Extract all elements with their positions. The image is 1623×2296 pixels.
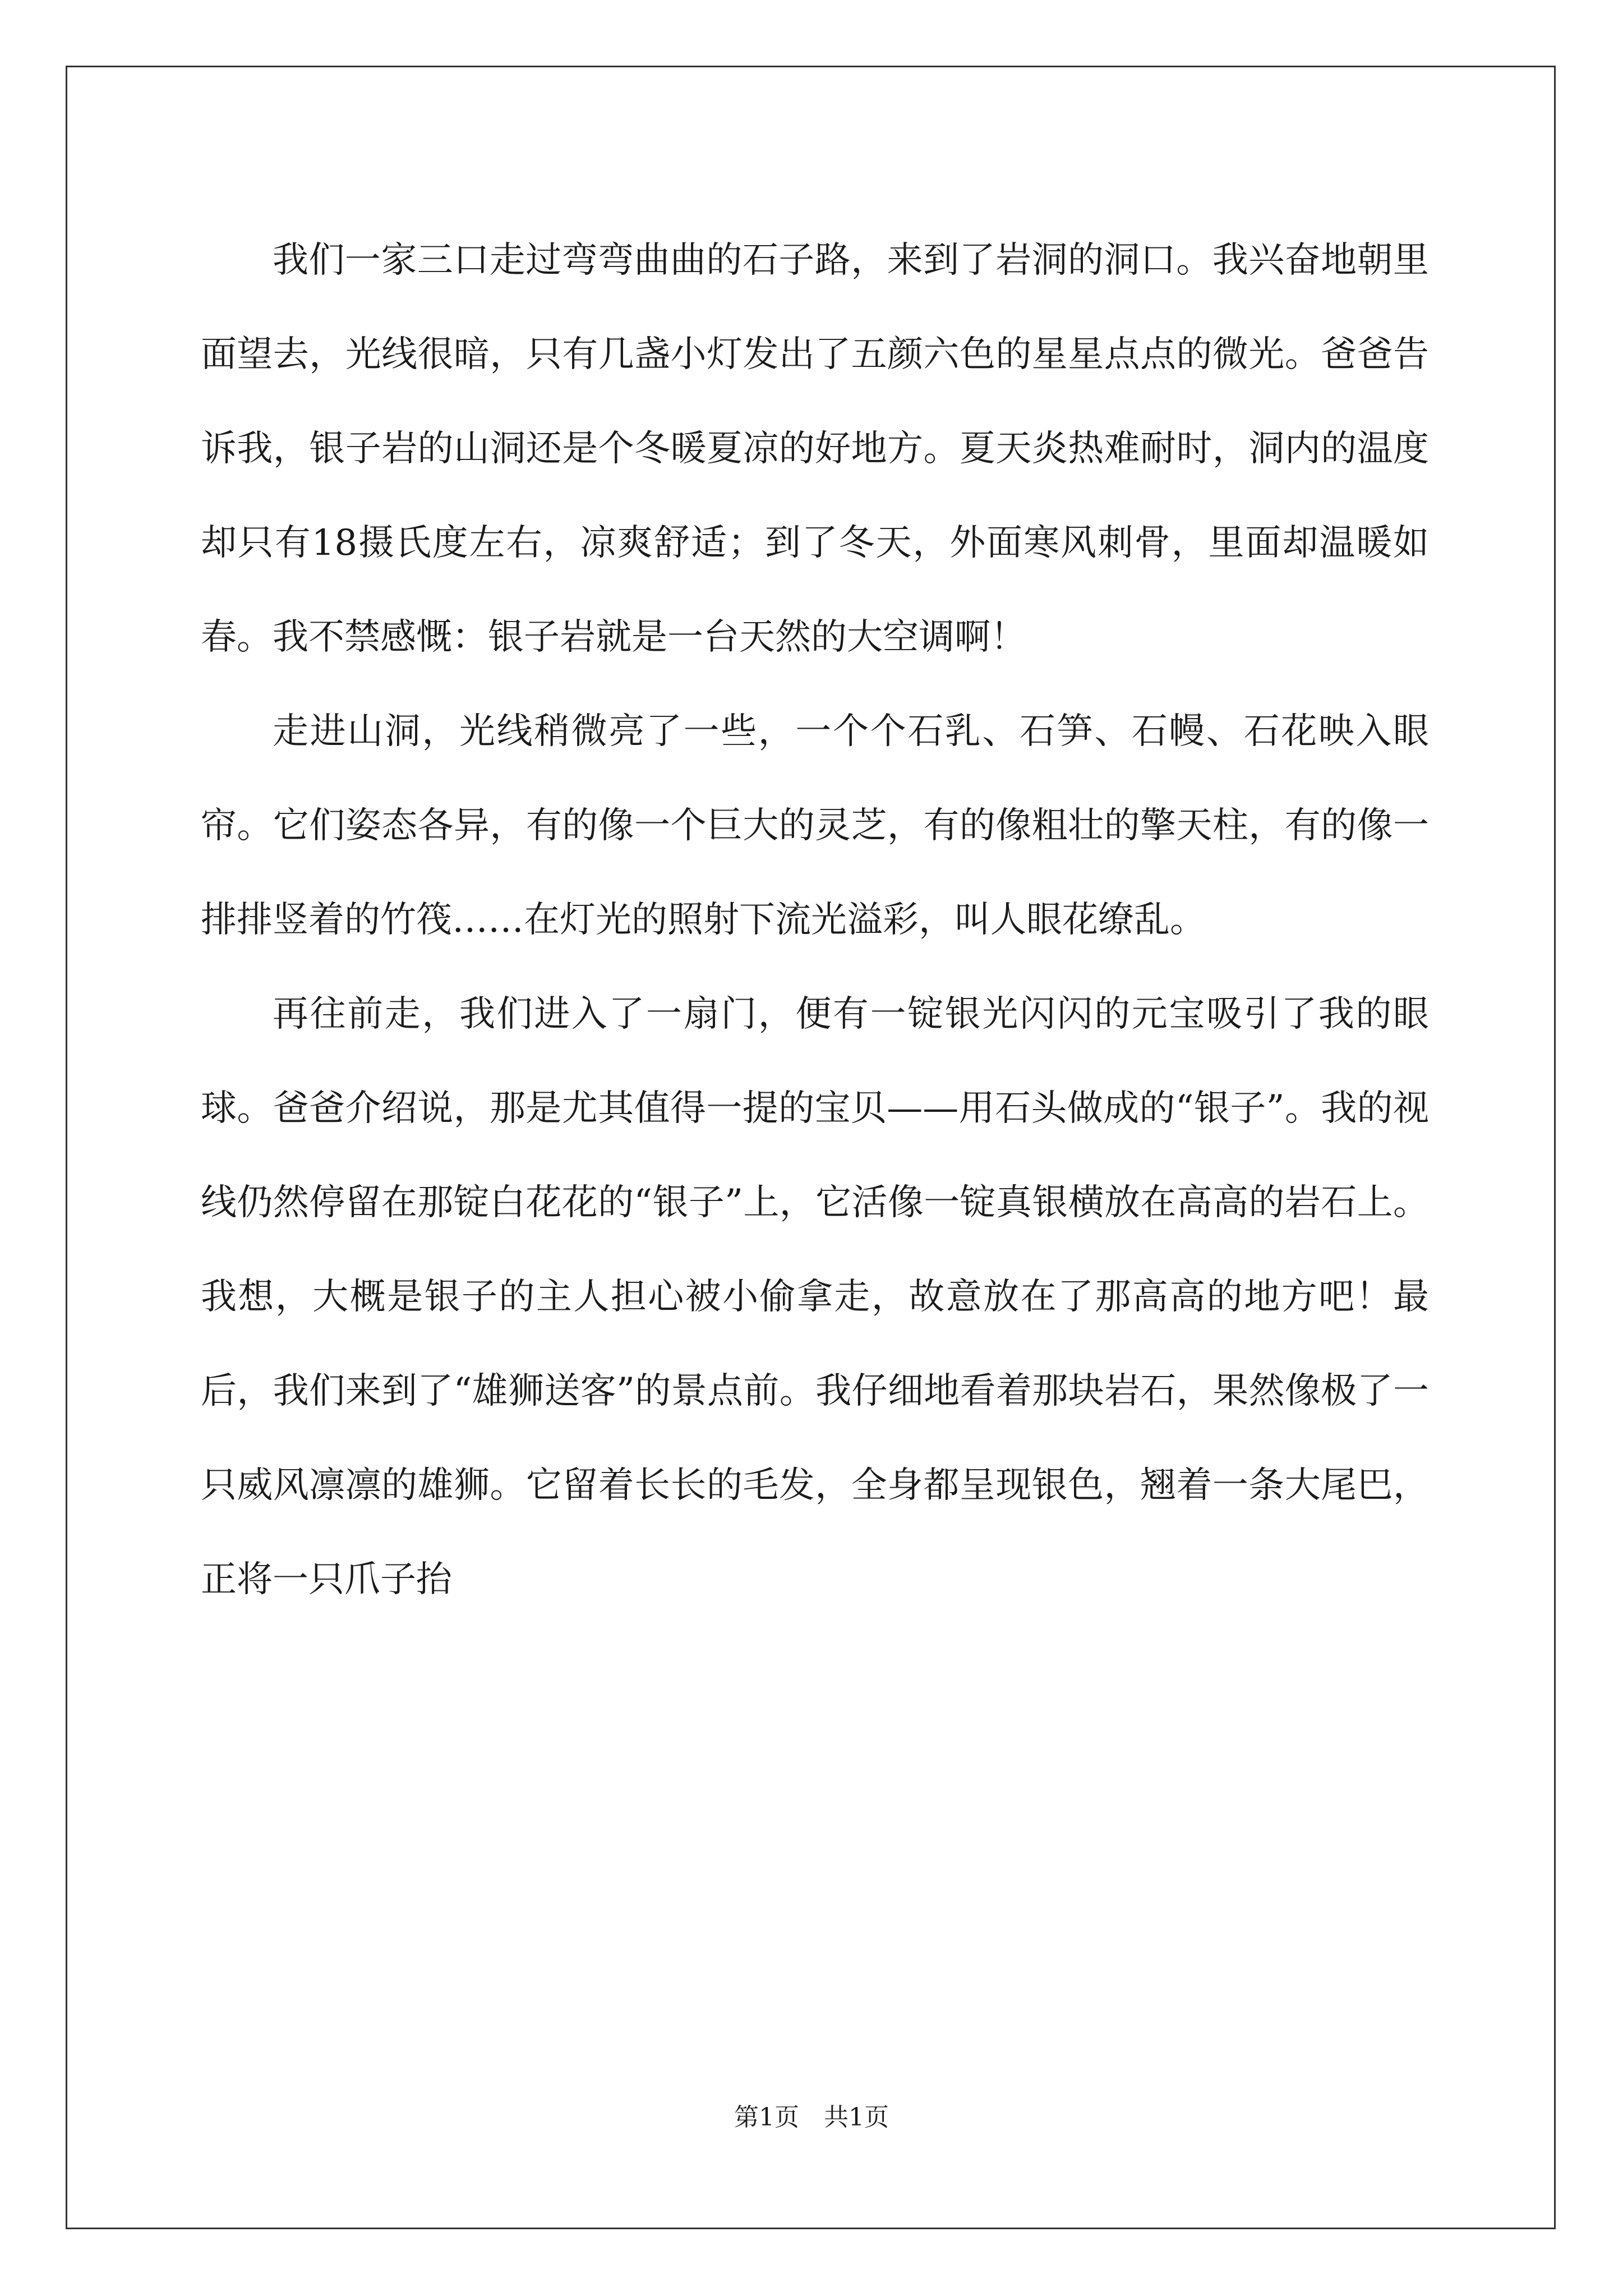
page-number-total: 共1页 (824, 2103, 889, 2132)
document-body (201, 213, 1429, 1627)
page-number-current: 第1页 (734, 2103, 799, 2132)
paragraph-1: 我们一家三口走过弯弯曲曲的石子路，来到了岩洞的洞口。我兴奋地朝里面望去，光线很暗，只有几盏小灯发出了五颜六色的星星点点的微光。爸爸告诉我，银子岩的山洞还是个冬暖夏凉的好地方。夏天炎热难耐时，洞内的温度却只有18摄氏度左右，凉爽舒适；到了冬天，外面寒风刺骨，里面却温暖如春。我不禁感慨：银子岩就是一台天然的大空调啊！ (201, 240, 1429, 658)
paragraph-2: 走进山洞，光线稍微亮了一些，一个个石乳、石笋、石幔、石花映入眼帘。它们姿态各异，有的像一个巨大的灵芝，有的像粗壮的擎天柱，有的像一排排竖着的竹筏……在灯光的照射下流光溢彩，叫人眼花缭乱。 (201, 711, 1429, 941)
paragraph-3: 再往前走，我们进入了一扇门，便有一锭银光闪闪的元宝吸引了我的眼球。爸爸介绍说，那是尤其值得一提的宝贝——用石头做成的“银子”。我的视线仍然停留在那锭白花花的“银子”上，它活像一锭真银横放在高高的岩石上。我想，大概是银子的主人担心被小偷拿走，故意放在了那高高的地方吧！最后，我们来到了“雄狮送客”的景点前。我仔细地看着那块岩石，果然像极了一只威风凛凛的雄狮。它留着长长的毛发，全身都呈现银色，翘着一条大尾巴，正将一只爪子抬 (201, 993, 1429, 1600)
page-footer (0, 2101, 1623, 2134)
